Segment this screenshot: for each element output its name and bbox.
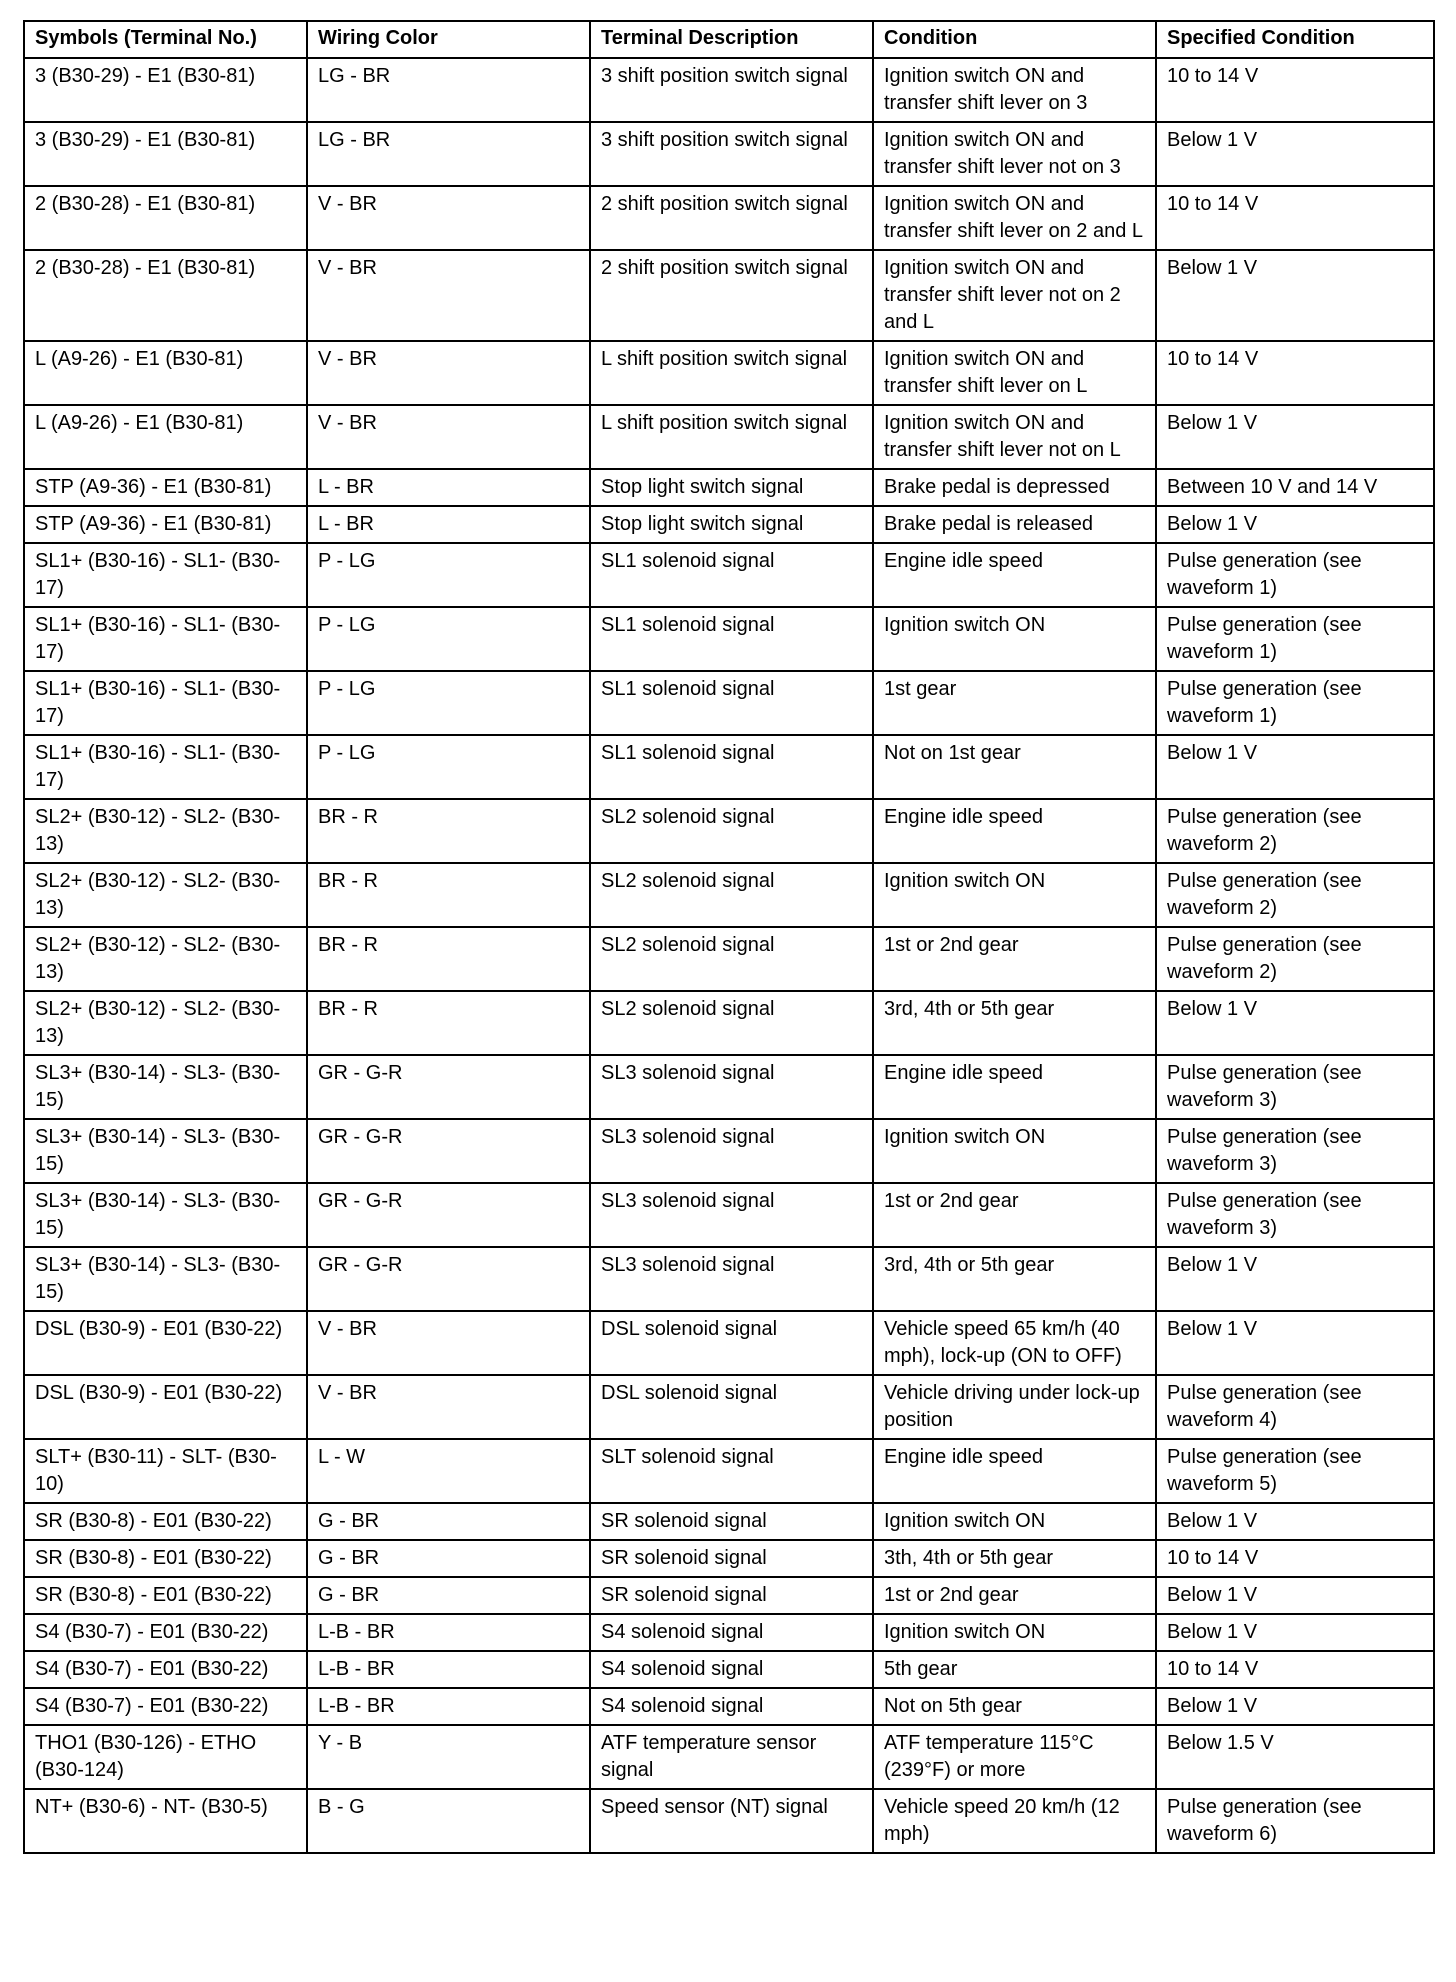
- cell-terminal-description: SR solenoid signal: [590, 1503, 873, 1540]
- cell-symbols: SL1+ (B30-16) - SL1- (B30-17): [24, 671, 307, 735]
- cell-specified-condition: 10 to 14 V: [1156, 1651, 1434, 1688]
- cell-terminal-description: 3 shift position switch signal: [590, 58, 873, 122]
- cell-symbols: NT+ (B30-6) - NT- (B30-5): [24, 1789, 307, 1853]
- cell-condition: Engine idle speed: [873, 543, 1156, 607]
- cell-symbols: DSL (B30-9) - E01 (B30-22): [24, 1311, 307, 1375]
- cell-symbols: SLT+ (B30-11) - SLT- (B30-10): [24, 1439, 307, 1503]
- cell-condition: 1st or 2nd gear: [873, 927, 1156, 991]
- cell-symbols: SR (B30-8) - E01 (B30-22): [24, 1540, 307, 1577]
- cell-specified-condition: Below 1 V: [1156, 1688, 1434, 1725]
- table-row: [24, 735, 1434, 799]
- header-specified-condition: Specified Condition: [1156, 21, 1434, 58]
- cell-terminal-description: SL1 solenoid signal: [590, 735, 873, 799]
- cell-wiring-color: V - BR: [307, 186, 590, 250]
- cell-terminal-description: 2 shift position switch signal: [590, 186, 873, 250]
- cell-condition: Ignition switch ON: [873, 1503, 1156, 1540]
- cell-condition: Ignition switch ON and transfer shift lever on 2 and L: [873, 186, 1156, 250]
- cell-terminal-description: L shift position switch signal: [590, 341, 873, 405]
- cell-specified-condition: Below 1 V: [1156, 1614, 1434, 1651]
- cell-specified-condition: Below 1 V: [1156, 506, 1434, 543]
- cell-wiring-color: BR - R: [307, 863, 590, 927]
- table-body: [24, 58, 1434, 1853]
- cell-condition: Engine idle speed: [873, 1055, 1156, 1119]
- cell-specified-condition: Pulse generation (see waveform 3): [1156, 1055, 1434, 1119]
- table-row: [24, 1725, 1434, 1789]
- cell-wiring-color: B - G: [307, 1789, 590, 1853]
- cell-specified-condition: Pulse generation (see waveform 5): [1156, 1439, 1434, 1503]
- cell-terminal-description: SL2 solenoid signal: [590, 991, 873, 1055]
- cell-condition: 3rd, 4th or 5th gear: [873, 991, 1156, 1055]
- cell-wiring-color: LG - BR: [307, 122, 590, 186]
- cell-wiring-color: V - BR: [307, 1311, 590, 1375]
- cell-specified-condition: Below 1 V: [1156, 991, 1434, 1055]
- table-row: [24, 1540, 1434, 1577]
- table-row: [24, 506, 1434, 543]
- cell-wiring-color: V - BR: [307, 250, 590, 341]
- table-row: [24, 405, 1434, 469]
- table-row: [24, 122, 1434, 186]
- cell-wiring-color: BR - R: [307, 927, 590, 991]
- cell-terminal-description: SR solenoid signal: [590, 1540, 873, 1577]
- cell-specified-condition: Below 1 V: [1156, 122, 1434, 186]
- cell-condition: Not on 5th gear: [873, 1688, 1156, 1725]
- cell-wiring-color: L-B - BR: [307, 1651, 590, 1688]
- cell-symbols: SR (B30-8) - E01 (B30-22): [24, 1503, 307, 1540]
- cell-terminal-description: 3 shift position switch signal: [590, 122, 873, 186]
- cell-symbols: S4 (B30-7) - E01 (B30-22): [24, 1614, 307, 1651]
- cell-condition: Vehicle speed 20 km/h (12 mph): [873, 1789, 1156, 1853]
- cell-specified-condition: Below 1 V: [1156, 1311, 1434, 1375]
- cell-specified-condition: Pulse generation (see waveform 6): [1156, 1789, 1434, 1853]
- cell-wiring-color: P - LG: [307, 735, 590, 799]
- cell-terminal-description: SL3 solenoid signal: [590, 1119, 873, 1183]
- cell-specified-condition: Pulse generation (see waveform 4): [1156, 1375, 1434, 1439]
- cell-terminal-description: SR solenoid signal: [590, 1577, 873, 1614]
- cell-wiring-color: L-B - BR: [307, 1688, 590, 1725]
- cell-symbols: SL1+ (B30-16) - SL1- (B30-17): [24, 607, 307, 671]
- cell-specified-condition: Below 1 V: [1156, 1577, 1434, 1614]
- cell-specified-condition: Below 1 V: [1156, 1247, 1434, 1311]
- cell-symbols: SL3+ (B30-14) - SL3- (B30-15): [24, 1183, 307, 1247]
- cell-terminal-description: Speed sensor (NT) signal: [590, 1789, 873, 1853]
- cell-terminal-description: DSL solenoid signal: [590, 1311, 873, 1375]
- cell-symbols: SL2+ (B30-12) - SL2- (B30-13): [24, 799, 307, 863]
- cell-specified-condition: Below 1.5 V: [1156, 1725, 1434, 1789]
- table-row: [24, 1503, 1434, 1540]
- cell-symbols: L (A9-26) - E1 (B30-81): [24, 341, 307, 405]
- cell-wiring-color: V - BR: [307, 405, 590, 469]
- cell-symbols: SL2+ (B30-12) - SL2- (B30-13): [24, 927, 307, 991]
- cell-terminal-description: DSL solenoid signal: [590, 1375, 873, 1439]
- table-row: [24, 671, 1434, 735]
- cell-symbols: S4 (B30-7) - E01 (B30-22): [24, 1688, 307, 1725]
- cell-terminal-description: SL2 solenoid signal: [590, 799, 873, 863]
- header-terminal-description: Terminal Description: [590, 21, 873, 58]
- cell-symbols: STP (A9-36) - E1 (B30-81): [24, 506, 307, 543]
- cell-terminal-description: Stop light switch signal: [590, 469, 873, 506]
- cell-symbols: L (A9-26) - E1 (B30-81): [24, 405, 307, 469]
- cell-condition: Ignition switch ON and transfer shift lever not on 3: [873, 122, 1156, 186]
- table-row: [24, 991, 1434, 1055]
- table-row: [24, 58, 1434, 122]
- cell-terminal-description: L shift position switch signal: [590, 405, 873, 469]
- cell-symbols: S4 (B30-7) - E01 (B30-22): [24, 1651, 307, 1688]
- cell-condition: Engine idle speed: [873, 799, 1156, 863]
- cell-condition: Vehicle speed 65 km/h (40 mph), lock-up (ON to OFF): [873, 1311, 1156, 1375]
- cell-condition: Ignition switch ON and transfer shift lever on L: [873, 341, 1156, 405]
- cell-condition: 1st gear: [873, 671, 1156, 735]
- cell-specified-condition: 10 to 14 V: [1156, 341, 1434, 405]
- table-header-row: [24, 21, 1434, 58]
- cell-symbols: SL2+ (B30-12) - SL2- (B30-13): [24, 863, 307, 927]
- cell-wiring-color: BR - R: [307, 799, 590, 863]
- table-row: [24, 341, 1434, 405]
- cell-condition: Engine idle speed: [873, 1439, 1156, 1503]
- cell-specified-condition: Pulse generation (see waveform 2): [1156, 927, 1434, 991]
- cell-specified-condition: Pulse generation (see waveform 1): [1156, 543, 1434, 607]
- cell-symbols: 2 (B30-28) - E1 (B30-81): [24, 186, 307, 250]
- table-row: [24, 1688, 1434, 1725]
- table-row: [24, 543, 1434, 607]
- table-row: [24, 927, 1434, 991]
- cell-wiring-color: P - LG: [307, 543, 590, 607]
- cell-condition: Not on 1st gear: [873, 735, 1156, 799]
- cell-specified-condition: 10 to 14 V: [1156, 186, 1434, 250]
- cell-condition: Ignition switch ON: [873, 863, 1156, 927]
- cell-symbols: DSL (B30-9) - E01 (B30-22): [24, 1375, 307, 1439]
- cell-wiring-color: Y - B: [307, 1725, 590, 1789]
- table-row: [24, 469, 1434, 506]
- cell-terminal-description: SL3 solenoid signal: [590, 1183, 873, 1247]
- cell-specified-condition: Below 1 V: [1156, 405, 1434, 469]
- cell-terminal-description: SL2 solenoid signal: [590, 927, 873, 991]
- cell-wiring-color: V - BR: [307, 1375, 590, 1439]
- cell-condition: Brake pedal is depressed: [873, 469, 1156, 506]
- table-row: [24, 1247, 1434, 1311]
- cell-wiring-color: L - W: [307, 1439, 590, 1503]
- cell-condition: Ignition switch ON and transfer shift lever not on L: [873, 405, 1156, 469]
- cell-wiring-color: LG - BR: [307, 58, 590, 122]
- table-row: [24, 1119, 1434, 1183]
- cell-terminal-description: SL1 solenoid signal: [590, 543, 873, 607]
- cell-symbols: SR (B30-8) - E01 (B30-22): [24, 1577, 307, 1614]
- cell-condition: Brake pedal is released: [873, 506, 1156, 543]
- header-wiring-color: Wiring Color: [307, 21, 590, 58]
- cell-symbols: 3 (B30-29) - E1 (B30-81): [24, 122, 307, 186]
- cell-specified-condition: 10 to 14 V: [1156, 58, 1434, 122]
- cell-condition: Vehicle driving under lock-up position: [873, 1375, 1156, 1439]
- cell-terminal-description: SL2 solenoid signal: [590, 863, 873, 927]
- header-symbols: Symbols (Terminal No.): [24, 21, 307, 58]
- table-row: [24, 1055, 1434, 1119]
- cell-condition: 1st or 2nd gear: [873, 1183, 1156, 1247]
- cell-specified-condition: Below 1 V: [1156, 250, 1434, 341]
- cell-symbols: SL1+ (B30-16) - SL1- (B30-17): [24, 735, 307, 799]
- cell-wiring-color: V - BR: [307, 341, 590, 405]
- cell-wiring-color: GR - G-R: [307, 1247, 590, 1311]
- cell-condition: Ignition switch ON and transfer shift lever not on 2 and L: [873, 250, 1156, 341]
- table-row: [24, 186, 1434, 250]
- table-row: [24, 1651, 1434, 1688]
- cell-specified-condition: Pulse generation (see waveform 1): [1156, 671, 1434, 735]
- cell-condition: 3th, 4th or 5th gear: [873, 1540, 1156, 1577]
- cell-wiring-color: GR - G-R: [307, 1119, 590, 1183]
- cell-symbols: SL3+ (B30-14) - SL3- (B30-15): [24, 1119, 307, 1183]
- cell-condition: Ignition switch ON: [873, 607, 1156, 671]
- cell-terminal-description: Stop light switch signal: [590, 506, 873, 543]
- cell-wiring-color: GR - G-R: [307, 1183, 590, 1247]
- cell-specified-condition: Pulse generation (see waveform 1): [1156, 607, 1434, 671]
- cell-wiring-color: L-B - BR: [307, 1614, 590, 1651]
- cell-terminal-description: SL3 solenoid signal: [590, 1247, 873, 1311]
- cell-condition: Ignition switch ON and transfer shift lever on 3: [873, 58, 1156, 122]
- cell-symbols: SL3+ (B30-14) - SL3- (B30-15): [24, 1055, 307, 1119]
- table-row: [24, 1375, 1434, 1439]
- table-row: [24, 1789, 1434, 1853]
- table-row: [24, 863, 1434, 927]
- cell-terminal-description: SL3 solenoid signal: [590, 1055, 873, 1119]
- cell-terminal-description: SL1 solenoid signal: [590, 671, 873, 735]
- cell-symbols: SL2+ (B30-12) - SL2- (B30-13): [24, 991, 307, 1055]
- cell-specified-condition: Pulse generation (see waveform 2): [1156, 799, 1434, 863]
- cell-wiring-color: L - BR: [307, 469, 590, 506]
- table-row: [24, 1183, 1434, 1247]
- cell-symbols: SL3+ (B30-14) - SL3- (B30-15): [24, 1247, 307, 1311]
- cell-wiring-color: BR - R: [307, 991, 590, 1055]
- table-row: [24, 250, 1434, 341]
- cell-specified-condition: 10 to 14 V: [1156, 1540, 1434, 1577]
- cell-wiring-color: P - LG: [307, 607, 590, 671]
- cell-condition: 5th gear: [873, 1651, 1156, 1688]
- cell-symbols: THO1 (B30-126) - ETHO (B30-124): [24, 1725, 307, 1789]
- terminal-spec-table: [23, 20, 1435, 1854]
- cell-symbols: 2 (B30-28) - E1 (B30-81): [24, 250, 307, 341]
- cell-wiring-color: P - LG: [307, 671, 590, 735]
- header-condition: Condition: [873, 21, 1156, 58]
- cell-condition: ATF temperature 115°C (239°F) or more: [873, 1725, 1156, 1789]
- cell-wiring-color: G - BR: [307, 1577, 590, 1614]
- cell-symbols: SL1+ (B30-16) - SL1- (B30-17): [24, 543, 307, 607]
- table-row: [24, 799, 1434, 863]
- cell-symbols: STP (A9-36) - E1 (B30-81): [24, 469, 307, 506]
- table-row: [24, 1439, 1434, 1503]
- cell-specified-condition: Between 10 V and 14 V: [1156, 469, 1434, 506]
- cell-condition: Ignition switch ON: [873, 1614, 1156, 1651]
- cell-specified-condition: Pulse generation (see waveform 3): [1156, 1119, 1434, 1183]
- cell-specified-condition: Below 1 V: [1156, 1503, 1434, 1540]
- cell-wiring-color: G - BR: [307, 1503, 590, 1540]
- cell-terminal-description: S4 solenoid signal: [590, 1651, 873, 1688]
- cell-terminal-description: SLT solenoid signal: [590, 1439, 873, 1503]
- table-row: [24, 1614, 1434, 1651]
- table-row: [24, 1311, 1434, 1375]
- cell-specified-condition: Pulse generation (see waveform 3): [1156, 1183, 1434, 1247]
- cell-specified-condition: Pulse generation (see waveform 2): [1156, 863, 1434, 927]
- cell-wiring-color: GR - G-R: [307, 1055, 590, 1119]
- cell-condition: 3rd, 4th or 5th gear: [873, 1247, 1156, 1311]
- cell-terminal-description: S4 solenoid signal: [590, 1614, 873, 1651]
- cell-specified-condition: Below 1 V: [1156, 735, 1434, 799]
- cell-condition: Ignition switch ON: [873, 1119, 1156, 1183]
- table-row: [24, 1577, 1434, 1614]
- cell-wiring-color: L - BR: [307, 506, 590, 543]
- cell-terminal-description: S4 solenoid signal: [590, 1688, 873, 1725]
- cell-symbols: 3 (B30-29) - E1 (B30-81): [24, 58, 307, 122]
- cell-wiring-color: G - BR: [307, 1540, 590, 1577]
- cell-terminal-description: SL1 solenoid signal: [590, 607, 873, 671]
- cell-terminal-description: 2 shift position switch signal: [590, 250, 873, 341]
- cell-condition: 1st or 2nd gear: [873, 1577, 1156, 1614]
- table-row: [24, 607, 1434, 671]
- cell-terminal-description: ATF temperature sensor signal: [590, 1725, 873, 1789]
